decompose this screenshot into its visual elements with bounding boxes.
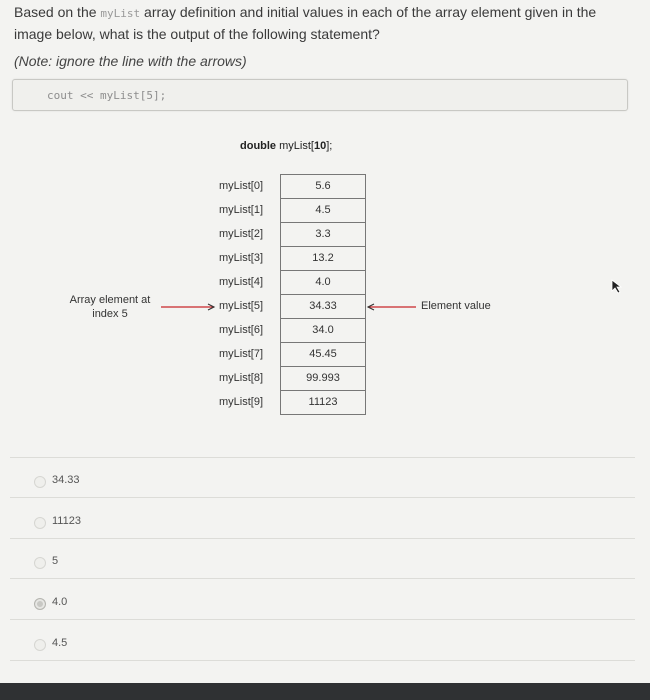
option-label: 5 bbox=[52, 555, 59, 567]
array-cell: 3.3 bbox=[281, 223, 365, 247]
array-label: myList[7] bbox=[219, 348, 264, 360]
divider bbox=[10, 660, 635, 661]
value-annotation: Element value bbox=[421, 300, 491, 312]
array-label: myList[3] bbox=[219, 252, 264, 264]
question-note: (Note: ignore the line with the arrows) bbox=[14, 53, 247, 69]
array-label: myList[2] bbox=[219, 228, 264, 240]
array-label: myList[1] bbox=[219, 204, 264, 216]
array-label: myList[6] bbox=[219, 324, 264, 336]
radio-button-selected[interactable] bbox=[34, 598, 46, 610]
array-label: myList[4] bbox=[219, 276, 264, 288]
radio-button[interactable] bbox=[34, 557, 46, 569]
array-label: myList[5] bbox=[219, 300, 264, 312]
code-term: myList bbox=[100, 7, 141, 20]
array-cell: 4.5 bbox=[281, 199, 365, 223]
question-text: Based on the myList array definition and initial values in each of the array element given in the image below, what is the output of the following statement? bbox=[14, 4, 597, 42]
array-label: myList[8] bbox=[219, 372, 264, 384]
radio-button[interactable] bbox=[34, 517, 46, 529]
divider bbox=[10, 538, 635, 539]
code-statement: cout << myList[5]; bbox=[47, 89, 167, 102]
radio-button[interactable] bbox=[34, 476, 46, 488]
array-cell: 34.0 bbox=[281, 319, 365, 343]
index-annotation: Array element at index 5 bbox=[69, 294, 151, 320]
divider bbox=[10, 578, 635, 579]
mouse-cursor-icon bbox=[611, 279, 623, 295]
array-declaration: double myList[10]; bbox=[240, 140, 333, 152]
array-cell: 99.993 bbox=[281, 367, 365, 391]
value-arrow bbox=[368, 304, 416, 310]
radio-button[interactable] bbox=[34, 639, 46, 651]
option-label: 4.0 bbox=[52, 596, 68, 608]
divider bbox=[10, 497, 635, 498]
option-label: 11123 bbox=[52, 515, 81, 527]
divider bbox=[10, 619, 635, 620]
array-value-table bbox=[280, 174, 366, 415]
array-cell: 34.33 bbox=[281, 295, 365, 319]
option-label: 4.5 bbox=[52, 637, 68, 649]
array-cell: 5.6 bbox=[281, 175, 365, 199]
array-cell: 11123 bbox=[281, 391, 365, 415]
bottom-bar bbox=[0, 683, 650, 700]
array-label: myList[0] bbox=[219, 180, 264, 192]
code-block bbox=[12, 79, 628, 111]
divider bbox=[10, 457, 635, 458]
array-label: myList[9] bbox=[219, 396, 264, 408]
index-arrow bbox=[161, 304, 214, 310]
option-label: 34.33 bbox=[52, 474, 80, 486]
array-cell: 45.45 bbox=[281, 343, 365, 367]
array-cell: 13.2 bbox=[281, 247, 365, 271]
array-cell: 4.0 bbox=[281, 271, 365, 295]
